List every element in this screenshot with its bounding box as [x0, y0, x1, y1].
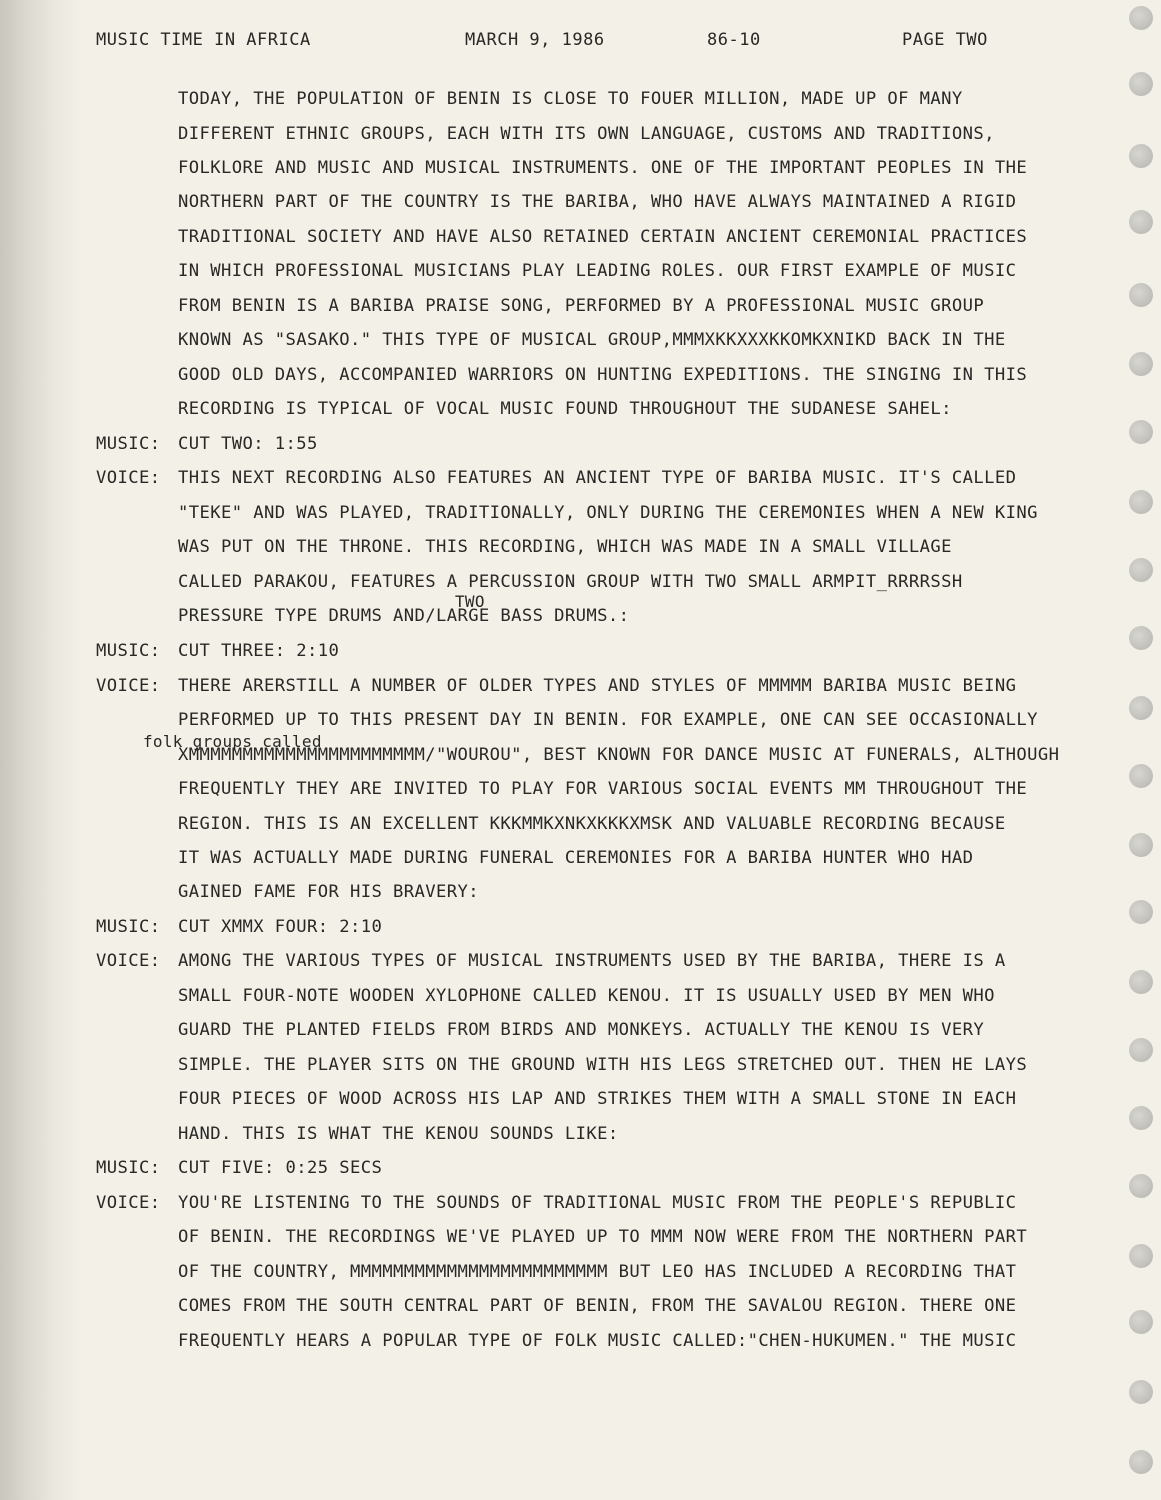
script-line: KNOWN AS "SASAKO." THIS TYPE OF MUSICAL GROUP,MMMXKKXXXKKOMKXNIKD BACK IN THE: [178, 330, 1006, 350]
program-title: MUSIC TIME IN AFRICA: [96, 30, 311, 50]
punch-hole: [1129, 558, 1153, 582]
program-number: 86-10: [707, 30, 761, 50]
script-line: FOUR PIECES OF WOOD ACROSS HIS LAP AND STRIKES THEM WITH A SMALL STONE IN EACH: [178, 1089, 1017, 1109]
binding-shadow: [0, 0, 80, 1500]
script-line: THIS NEXT RECORDING ALSO FEATURES AN ANCIENT TYPE OF BARIBA MUSIC. IT'S CALLED: [178, 468, 1017, 488]
punch-hole: [1129, 764, 1153, 788]
speaker-label: VOICE:: [96, 468, 161, 488]
script-line: FREQUENTLY THEY ARE INVITED TO PLAY FOR VARIOUS SOCIAL EVENTS MM THROUGHOUT THE: [178, 779, 1028, 799]
punch-hole: [1129, 283, 1153, 307]
script-line: FROM BENIN IS A BARIBA PRAISE SONG, PERFORMED BY A PROFESSIONAL MUSIC GROUP: [178, 296, 985, 316]
page-number: PAGE TWO: [902, 30, 988, 50]
script-line: HAND. THIS IS WHAT THE KENOU SOUNDS LIKE:: [178, 1124, 619, 1144]
punch-hole: [1129, 833, 1153, 857]
script-line: OF THE COUNTRY, MMMMMMMMMMMMMMMMMMMMMMMM BUT LEO HAS INCLUDED A RECORDING THAT: [178, 1262, 1017, 1282]
punch-hole: [1129, 210, 1153, 234]
script-line: CUT FIVE: 0:25 SECS: [178, 1158, 383, 1178]
script-line: CUT TWO: 1:55: [178, 434, 318, 454]
script-line: PRESSURE TYPE DRUMS AND/LARGE BASS DRUMS.:: [178, 606, 630, 626]
speaker-label: VOICE:: [96, 1193, 161, 1213]
speaker-label: MUSIC:: [96, 641, 161, 661]
speaker-label: MUSIC:: [96, 917, 161, 937]
script-line: IN WHICH PROFESSIONAL MUSICIANS PLAY LEADING ROLES. OUR FIRST EXAMPLE OF MUSIC: [178, 261, 1017, 281]
script-line: YOU'RE LISTENING TO THE SOUNDS OF TRADITIONAL MUSIC FROM THE PEOPLE'S REPUBLIC: [178, 1193, 1017, 1213]
script-line: SMALL FOUR-NOTE WOODEN XYLOPHONE CALLED KENOU. IT IS USUALLY USED BY MEN WHO: [178, 986, 995, 1006]
punch-hole: [1129, 352, 1153, 376]
punch-holes: [1121, 0, 1161, 1500]
punch-hole: [1129, 72, 1153, 96]
punch-hole: [1129, 970, 1153, 994]
script-line: GUARD THE PLANTED FIELDS FROM BIRDS AND MONKEYS. ACTUALLY THE KENOU IS VERY: [178, 1020, 985, 1040]
script-line: CUT THREE: 2:10: [178, 641, 340, 661]
punch-hole: [1129, 6, 1153, 30]
punch-hole: [1129, 1310, 1153, 1334]
script-line: WAS PUT ON THE THRONE. THIS RECORDING, WHICH WAS MADE IN A SMALL VILLAGE: [178, 537, 952, 557]
script-line: THERE ARERSTILL A NUMBER OF OLDER TYPES AND STYLES OF MMMMM BARIBA MUSIC BEING: [178, 676, 1017, 696]
script-line: FOLKLORE AND MUSIC AND MUSICAL INSTRUMENTS. ONE OF THE IMPORTANT PEOPLES IN THE: [178, 158, 1028, 178]
script-line: SIMPLE. THE PLAYER SITS ON THE GROUND WITH HIS LEGS STRETCHED OUT. THEN HE LAYS: [178, 1055, 1028, 1075]
script-line: FREQUENTLY HEARS A POPULAR TYPE OF FOLK MUSIC CALLED:"CHEN-HUKUMEN." THE MUSIC: [178, 1331, 1017, 1351]
script-line: AMONG THE VARIOUS TYPES OF MUSICAL INSTRUMENTS USED BY THE BARIBA, THERE IS A: [178, 951, 1006, 971]
script-line: GOOD OLD DAYS, ACCOMPANIED WARRIORS ON HUNTING EXPEDITIONS. THE SINGING IN THIS: [178, 365, 1028, 385]
script-line: OF BENIN. THE RECORDINGS WE'VE PLAYED UP TO MMM NOW WERE FROM THE NORTHERN PART: [178, 1227, 1028, 1247]
script-line: IT WAS ACTUALLY MADE DURING FUNERAL CEREMONIES FOR A BARIBA HUNTER WHO HAD: [178, 848, 974, 868]
script-line: REGION. THIS IS AN EXCELLENT KKKMMKXNKXKKKXMSK AND VALUABLE RECORDING BECAUSE: [178, 814, 1006, 834]
script-line: XMMMMMMMMMMMMMMMMMMMMMM/"WOUROU", BEST KNOWN FOR DANCE MUSIC AT FUNERALS, ALTHOUGH: [178, 745, 1060, 765]
punch-hole: [1129, 420, 1153, 444]
broadcast-date: MARCH 9, 1986: [465, 30, 605, 50]
punch-hole: [1129, 1380, 1153, 1404]
speaker-label: VOICE:: [96, 951, 161, 971]
punch-hole: [1129, 696, 1153, 720]
punch-hole: [1129, 1038, 1153, 1062]
speaker-label: MUSIC:: [96, 434, 161, 454]
script-line: COMES FROM THE SOUTH CENTRAL PART OF BENIN, FROM THE SAVALOU REGION. THERE ONE: [178, 1296, 1017, 1316]
typed-insertion: folk groups called: [143, 732, 322, 751]
script-line: NORTHERN PART OF THE COUNTRY IS THE BARIBA, WHO HAVE ALWAYS MAINTAINED A RIGID: [178, 192, 1017, 212]
punch-hole: [1129, 626, 1153, 650]
speaker-label: MUSIC:: [96, 1158, 161, 1178]
page-header: [96, 30, 1106, 54]
script-line: CUT XMMX FOUR: 2:10: [178, 917, 383, 937]
punch-hole: [1129, 144, 1153, 168]
typed-insertion: TWO: [455, 592, 485, 611]
punch-hole: [1129, 490, 1153, 514]
punch-hole: [1129, 1450, 1153, 1474]
punch-hole: [1129, 1244, 1153, 1268]
script-line: DIFFERENT ETHNIC GROUPS, EACH WITH ITS OWN LANGUAGE, CUSTOMS AND TRADITIONS,: [178, 124, 995, 144]
script-line: CALLED PARAKOU, FEATURES A PERCUSSION GROUP WITH TWO SMALL ARMPIT_RRRRSSH: [178, 572, 963, 592]
script-line: TRADITIONAL SOCIETY AND HAVE ALSO RETAINED CERTAIN ANCIENT CEREMONIAL PRACTICES: [178, 227, 1028, 247]
script-line: TODAY, THE POPULATION OF BENIN IS CLOSE TO FOUER MILLION, MADE UP OF MANY: [178, 89, 963, 109]
script-line: PERFORMED UP TO THIS PRESENT DAY IN BENIN. FOR EXAMPLE, ONE CAN SEE OCCASIONALLY: [178, 710, 1038, 730]
punch-hole: [1129, 1174, 1153, 1198]
script-line: "TEKE" AND WAS PLAYED, TRADITIONALLY, ONLY DURING THE CEREMONIES WHEN A NEW KING: [178, 503, 1038, 523]
punch-hole: [1129, 900, 1153, 924]
script-line: RECORDING IS TYPICAL OF VOCAL MUSIC FOUND THROUGHOUT THE SUDANESE SAHEL:: [178, 399, 952, 419]
script-line: GAINED FAME FOR HIS BRAVERY:: [178, 882, 479, 902]
punch-hole: [1129, 1106, 1153, 1130]
speaker-label: VOICE:: [96, 676, 161, 696]
